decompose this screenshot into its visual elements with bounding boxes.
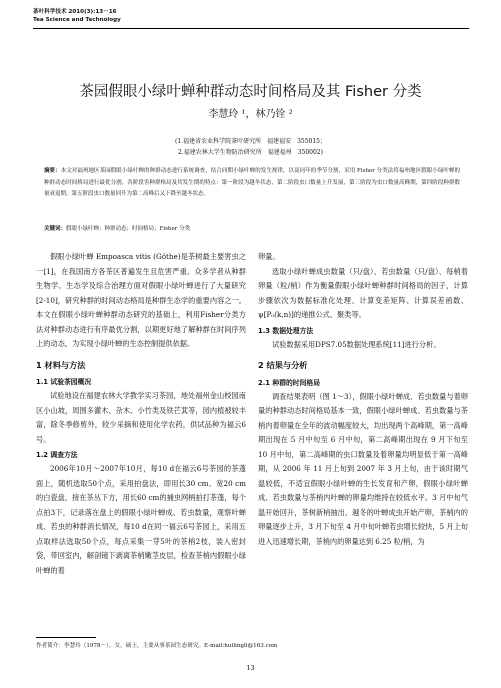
abstract-text: 本文对福州地区茶园假眼小绿叶蝉的种群动态进行系统调查，结合同期小绿叶蝉的发生规律，以及同年的季节分割，采用 Fisher 分类法将福州地区假眼小绿叶蝉的种群动态时间格局进行最优分割，各阶段害种群格局及其发生期的特点：第一阶段为越冬状态，第二阶段虫口数量上升发展，第三阶段为虫口数量高峰期，第四阶段种群数量衰退期，第五阶段虫口数量回升为第二高峰后又下降至越冬状态。	[44, 168, 460, 197]
subsection-2-1-heading: 2.1 种群的时间格局	[258, 378, 320, 387]
intro-paragraph: 假眼小绿叶蝉 Empoasca vitis (Göthe)是茶树最主要害虫之一[1]，在我国南方各茶区普遍发生且危害严重。众多学者从种群生物学、生态学及综合治理方面对假眼小绿叶蝉进行了大量研究[2-10]，研究种群的时间动态格局是种群生态学的重要内容之一。本文在假眼小绿叶蝉种群动态研究的基础上，利用Fisher分类方法对种群动态进行有序最优分割，以期更好地了解种群在时间序列上的动态，为实现小绿叶蝉的生态控制提供依据。	[36, 252, 246, 348]
paragraph-1-1: 试验地设在福建农林大学教学实习茶园，地处福州金山校园南区小山坡，周围多灌木、杂木、小竹类及铁芒萁等，园内植被较丰富，除冬季修剪外，较少采摘和使用化学农药，供试品种为福云6号。	[36, 391, 246, 444]
section-2-heading: 2 结果与分析	[258, 360, 308, 370]
affiliation-2: 2.福建农林大学生物防治研究所 福建福州 350002)	[178, 149, 323, 156]
page-number: 13	[246, 664, 255, 672]
abstract	[44, 166, 460, 201]
subsection-1-2-heading: 1.2 调查方法	[36, 451, 78, 459]
subsection-1-1-heading: 1.1 试验茶园概况	[36, 378, 92, 386]
paper-title: 茶园假眼小绿叶蝉种群动态时间格局及其 Fisher 分类	[79, 84, 422, 100]
paragraph-1-3: 试验数据采用DPS7.05数据处理系统[11]进行分析。	[272, 339, 441, 349]
left-column	[36, 250, 246, 578]
journal-header	[33, 8, 121, 24]
affiliation-1: (1.福建省农业科学院茶叶研究所 福建福安 355015；	[175, 138, 326, 145]
right-column	[258, 250, 468, 549]
keywords-label: 关键词：	[44, 226, 67, 232]
subsection-1-3-heading: 1.3 数据处理方法	[258, 326, 314, 335]
header-rule	[33, 28, 469, 29]
paragraph-2-1: 调查结果表明（图 1～3），假眼小绿叶蝉成、若虫数量与着卵量的种群动态时间格局基本一致，假眼小绿叶蝉成、若虫数量与茶梢内着卵量在全年的波动幅度较大，均出现两个高峰期，第一高峰期出现在 5 月中旬至 6 月中旬，第二高峰期出现在 9 月下旬至 10 月中旬，第二高峰期的虫口数量及着卵量均明显低于第一高峰期，从 2006 年 11 月上旬到 2007 年 3 月上旬，由于该时期气温较低，不适宜假眼小绿叶蝉的生长发育和产卵，假眼小绿叶蝉成、若虫数量与茶梢内叶蝉的卵量均维持在较低水平。3 月中旬气温开始回升，茶树新梢抽出，越冬的叶蝉成虫开始产卵，茶梢内的卵量逐步上升，3 月下旬至 4 月中旬叶蝉若虫增长较快，5 月上旬进入迅速增长期，茶梢内的卵量达到 6.25 粒/梢，为	[258, 391, 468, 546]
journal-line-1: 茶叶科学技术 2010(3):13－16	[33, 9, 117, 15]
affiliations	[0, 136, 501, 158]
authors: 李慧玲 ¹，林乃铨 ²	[208, 109, 293, 120]
keywords	[44, 224, 460, 232]
author-footnote: 作者简介：李慧玲（1978－），女，硕士，主要从事茶园生态研究。E-mail:huilingli@163.com	[36, 643, 278, 649]
paragraph-factors: 选取小绿叶蝉成虫数量（只/盘）、若虫数量（只/盘）、每梢着卵量（粒/梢）作为衡量假眼小绿叶蝉种群时间格局的因子，计算步骤依次为数据标准化处理、计算变差矩阵、计算误差函数、ψ[P₀(k,n)]的递推公式、聚类等。	[258, 266, 468, 319]
paragraph-1-2: 2006年10月～2007年10月，每10 d在福云6号茶园的茶蓬面上，随机选取50个点，采用拍盘法，即用长30 cm、宽20 cm的白瓷盘，接在茶丛下方，用长60 cm的捕虫网柄拍打茶蓬，每个点拍3下，记录落在盘上的假眼小绿叶蝉成、若虫数量，观察叶蝉成、若虫的种群消长情况，每10 d在同一福云6号茶园上，采用五点取样法选取50个点，每点采集一芽5叶的茶梢2枝，装入密封袋，带回室内，解剖镜下剥离茶梢嫩茎皮层，检查茶梢内假眼小绿叶蝉的着	[36, 464, 246, 575]
journal-line-2: Tea Science and Technology	[33, 17, 121, 23]
abstract-label: 摘要：	[44, 168, 61, 174]
continued-text: 卵量。	[258, 252, 280, 261]
keywords-text: 假眼小绿叶蝉；种群动态；时间格局；Fisher 分类	[66, 226, 191, 232]
footnote-rule	[36, 637, 96, 638]
section-1-heading: 1 材料与方法	[36, 359, 86, 370]
